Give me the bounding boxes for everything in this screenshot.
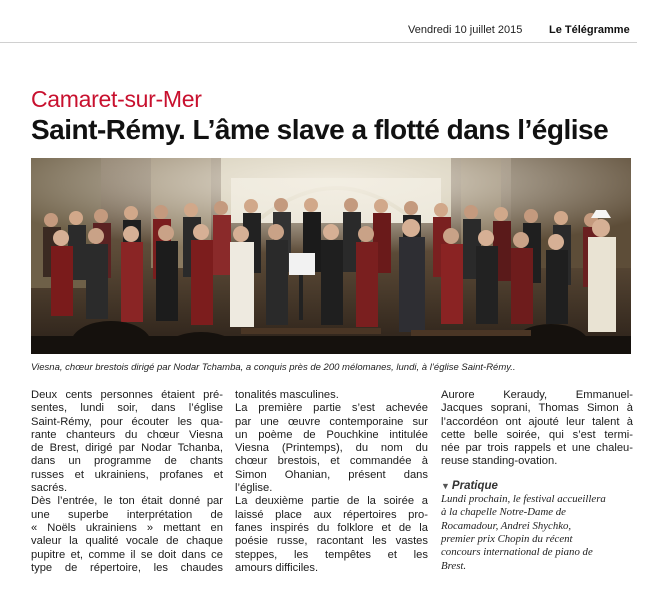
body-line: La première partie s’est achevée — [235, 402, 428, 415]
body-line: sentes, lundi soir, dans l’église — [31, 402, 223, 415]
article-column-1 — [31, 389, 223, 575]
body-line: reuse standing-ovation. — [441, 455, 558, 468]
triangle-down-icon: ▼ — [441, 480, 450, 491]
edition-date: Vendredi 10 juillet 2015 — [408, 24, 523, 36]
body-line: tonalités masculines. — [235, 389, 339, 401]
body-line: Saint-Rémy, pour écouter les qua- — [31, 415, 223, 428]
pratique-line: Lundi prochain, le festival accueillera — [441, 493, 606, 506]
body-line: amours difficiles. — [235, 561, 319, 574]
photo-caption: Viesna, chœur brestois dirigé par Nodar Tchamba, a conquis près de 200 mélomanes, lundi, à l’église Saint-Rémy.. — [31, 362, 516, 373]
body-line: une superbe interprétation de — [31, 508, 223, 521]
body-line: Simon Ohanian, présent dans — [235, 468, 428, 481]
body-line: de Brest, dirigé par Nodar Tchanba, — [31, 442, 223, 455]
body-line: chœur brestois, et commandée à — [235, 455, 428, 468]
newspaper-name: Le Télégramme — [549, 24, 630, 36]
article-column-3 — [441, 389, 633, 573]
pratique-line: concours international de piano de — [441, 546, 593, 559]
article-kicker: Camaret-sur-Mer — [31, 86, 202, 112]
choir-photo — [31, 158, 631, 354]
body-line: steppes, les tempêtes et les — [235, 548, 428, 561]
article-column-2 — [235, 389, 428, 575]
body-line: valeur la qualité vocale de chaque — [31, 535, 223, 548]
body-line: pupitre et, comme il se doit dans ce — [31, 548, 223, 561]
pratique-heading — [441, 480, 633, 493]
body-line: Dès l’entrée, le ton était donné par — [31, 495, 223, 508]
body-line: « Noëls ukrainiens » mettant en — [31, 521, 223, 534]
pratique-box — [441, 493, 633, 573]
pratique-line: Brest. — [441, 559, 467, 572]
body-line: par une œuvre contemporaine sur — [235, 415, 428, 428]
pratique-line: Rocamadour, Andrei Shychko, — [441, 519, 572, 532]
body-line: née par trois rappels et une chaleu- — [441, 442, 633, 455]
body-line: un poème de Pouchkine intitulée — [235, 428, 428, 441]
body-line: fanes inspirés du folklore et de la — [235, 521, 428, 534]
body-line: La deuxième partie de la soirée a — [235, 495, 428, 508]
body-line: l’accordéon ont ajouté leur talent à — [441, 415, 633, 428]
body-line: laissé place aux répertoires pro- — [235, 508, 428, 521]
body-line: sacrés. — [31, 482, 68, 495]
body-line: cette belle soirée, qui s’est termi- — [441, 428, 633, 441]
body-line: type de répertoire, les chaudes — [31, 561, 223, 574]
pratique-line: premier prix Chopin du récent — [441, 532, 573, 545]
article-headline: Saint-Rémy. L’âme slave a flotté dans l’église — [31, 114, 609, 145]
body-line: poésie russe, racontant les vastes — [235, 535, 428, 548]
body-line: Jacques soprani, Thomas Simon à — [441, 402, 633, 415]
choir-photo-illustration — [31, 158, 631, 354]
body-line: dans un programme de chants — [31, 455, 223, 468]
pratique-title: Pratique — [451, 479, 498, 492]
header-rule — [0, 42, 637, 43]
body-line: Viesna (Printemps), du nom du — [235, 442, 428, 455]
body-line: russes et ukrainiens, profanes et — [31, 468, 223, 481]
body-line: Deux cents personnes étaient pré- — [31, 389, 223, 401]
body-line: Aurore Keraudy, Emmanuel- — [441, 389, 633, 401]
pratique-line: à la chapelle Notre-Dame de — [441, 506, 566, 519]
body-line: rante chanteurs du chœur Viesna — [31, 428, 223, 441]
body-line: l’église. — [235, 482, 273, 495]
